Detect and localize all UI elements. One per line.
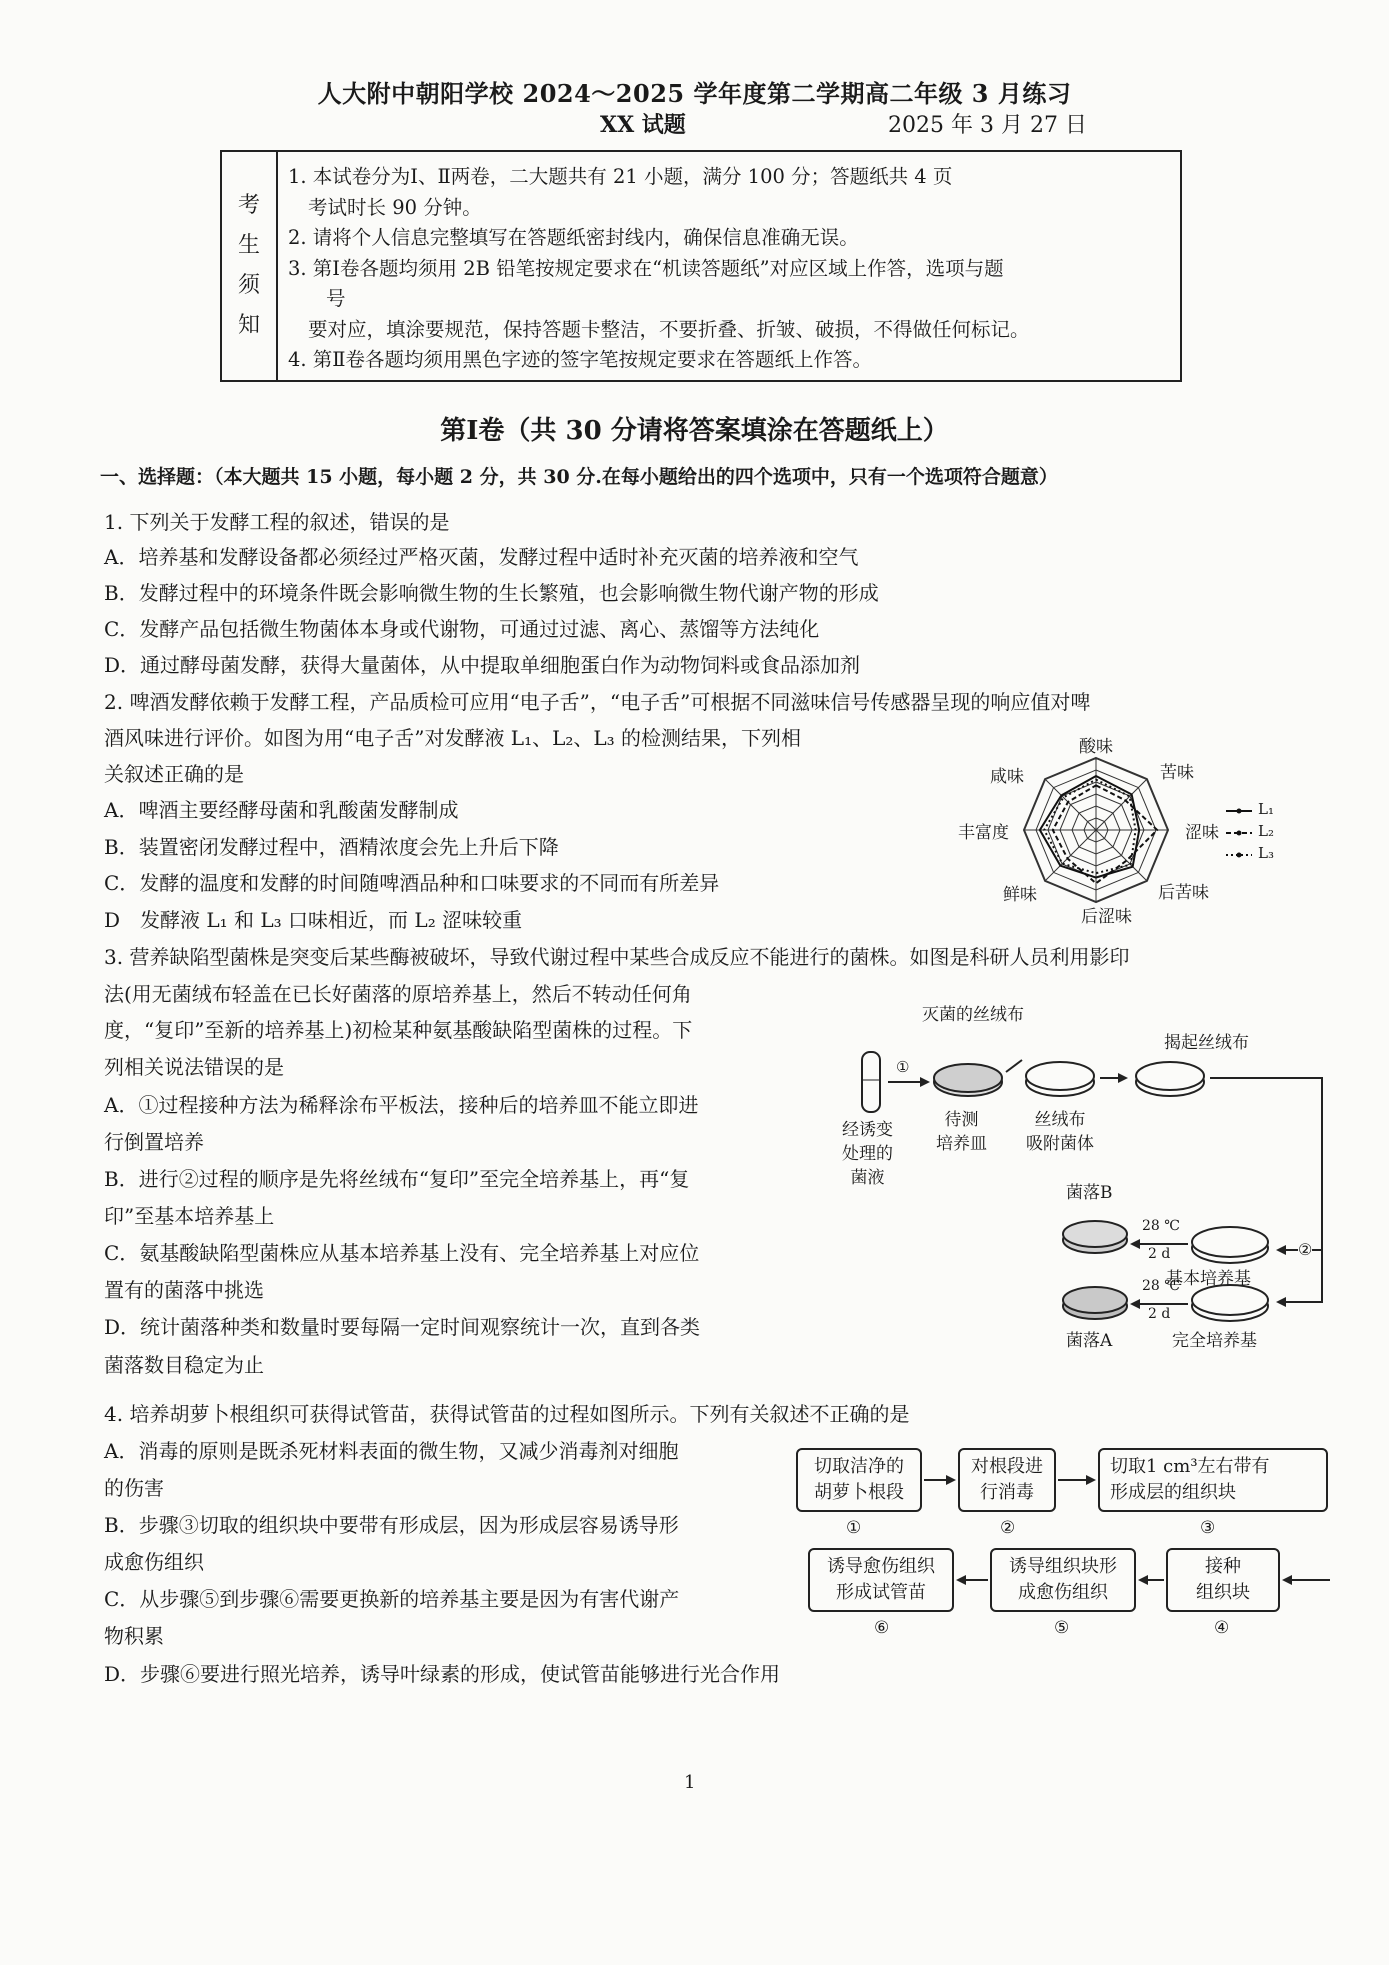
page-number: 1 (684, 1772, 696, 1793)
q2-option-a: A．啤酒主要经酵母菌和乳酸菌发酵制成 (104, 798, 459, 822)
flow-number: ⑥ (874, 1618, 890, 1638)
notice-item: 要对应，填涂要规范，保持答题卡整洁，不要折叠、折皱、破损，不得做任何标记。 (308, 317, 1030, 341)
notice-label (222, 152, 278, 380)
q3-option-a-1: A．①过程接种方法为稀释涂布平板法，接种后的培养皿不能立即进 (104, 1093, 699, 1117)
adsorb-label-line: 吸附菌体 (1026, 1134, 1094, 1154)
radar-axis-label: 鲜味 (1003, 885, 1037, 905)
q1-stem: 1. 下列关于发酵工程的叙述，错误的是 (104, 510, 450, 534)
complete-medium-label: 完全培养基 (1172, 1331, 1257, 1351)
section-title: 第Ⅰ卷（共 30 分请将答案填涂在答题纸上） (440, 416, 949, 446)
plate-label-line: 待测 (944, 1110, 979, 1130)
radar-axis-label: 后涩味 (1081, 907, 1132, 927)
liquid-label-line: 处理的 (842, 1144, 893, 1164)
flow-step-text: 诱导愈伤组织 (827, 1556, 935, 1577)
flow-step-text: 形成层的组织块 (1110, 1482, 1236, 1503)
q1-option-c: C．发酵产品包括微生物菌体本身或代谢物，可通过过滤、离心、蒸馏等方法纯化 (104, 617, 820, 641)
q3-stem-3: 度，“复印”至新的培养基上)初检某种氨基酸缺陷型菌株的过程。下 (104, 1018, 693, 1042)
notice-item: 3. 第Ⅰ卷各题均须用 2B 铅笔按规定要求在“机读答题纸”对应区域上作答，选项与题 (288, 256, 1004, 280)
part-title: 一、选择题：（本大题共 15 小题，每小题 2 分，共 30 分.在每小题给出的四个选项中，只有一个选项符合题意） (100, 466, 1058, 488)
step-2-label: ② (1298, 1240, 1313, 1259)
flow-step-text: 成愈伤组织 (1018, 1582, 1108, 1603)
q1-option-b: B．发酵过程中的环境条件既会影响微生物的生长繁殖，也会影响微生物代谢产物的形成 (104, 581, 879, 605)
notice-item: 考试时长 90 分钟。 (308, 195, 482, 219)
step-1-label: ① (896, 1058, 910, 1076)
flow-step-3 (1098, 1448, 1328, 1512)
q3-option-b-2: 印”至基本培养基上 (104, 1204, 275, 1228)
days-label: 2 d (1148, 1306, 1171, 1322)
q3-option-d-1: D．统计菌落种类和数量时要每隔一定时间观察统计一次，直到各类 (104, 1315, 701, 1339)
radar-axis-line (1045, 779, 1096, 830)
flow-step-1 (796, 1448, 922, 1512)
q2-stem-3: 关叙述正确的是 (104, 762, 244, 786)
exam-title: 人大附中朝阳学校 2024～2025 学年度第二学期高二年级 3 月练习 (317, 79, 1072, 108)
q4-option-c-1: C．从步骤⑤到步骤⑥需要更换新的培养基主要是因为有害代谢产 (104, 1587, 680, 1611)
flow-step-text: 组织块 (1196, 1582, 1250, 1603)
q2-option-d: D 发酵液 L₁ 和 L₃ 口味相近，而 L₂ 涩味较重 (104, 908, 523, 932)
radar-axis-label: 丰富度 (958, 823, 1009, 843)
exam-subject: XX 试题 (600, 112, 686, 138)
notice-label-char: 须 (237, 273, 260, 298)
q4-option-b-1: B．步骤③切取的组织块中要带有形成层，因为形成层容易诱导形 (104, 1513, 679, 1537)
q3-stem-2: 法(用无菌绒布轻盖在已长好菌落的原培养基上，然后不转动任何角 (104, 982, 692, 1006)
colony-b-label: 菌落B (1066, 1183, 1113, 1203)
cloth-label: 灭菌的丝绒布 (922, 1005, 1024, 1025)
notice-text (288, 162, 1170, 376)
notice-item: 1. 本试卷分为Ⅰ、Ⅱ两卷，二大题共有 21 小题，满分 100 分；答题纸共 4 页 (288, 165, 953, 188)
radar-axis-label: 咸味 (990, 767, 1024, 787)
q4-option-b-2: 成愈伤组织 (104, 1550, 204, 1574)
notice-item: 2. 请将个人信息完整填写在答题纸密封线内，确保信息准确无误。 (288, 226, 859, 249)
flow-step-text: 接种 (1205, 1556, 1241, 1577)
adsorb-label (1026, 1108, 1094, 1156)
adsorb-label-line: 丝绒布 (1034, 1110, 1086, 1130)
days-label: 2 d (1148, 1246, 1171, 1262)
legend-dot (1237, 809, 1242, 814)
flow-number: ④ (1214, 1618, 1230, 1638)
radar-axis-line (1096, 830, 1147, 881)
flow-step-2 (958, 1448, 1056, 1512)
radar-axis-line (1045, 830, 1096, 881)
q4-option-a-2: 的伤害 (104, 1476, 164, 1500)
q4-option-a-1: A．消毒的原则是既杀死材料表面的微生物，又减少消毒剂对细胞 (104, 1439, 679, 1463)
radar-series-3 (1044, 780, 1135, 874)
q3-option-c-1: C．氨基酸缺陷型菌株应从基本培养基上没有、完全培养基上对应位 (104, 1241, 700, 1265)
flow-step-4 (1166, 1548, 1280, 1612)
flow-number: ② (1000, 1518, 1016, 1538)
temp-label: 28 ℃ (1142, 1218, 1180, 1234)
radar-axis-label: 酸味 (1079, 737, 1113, 757)
q4-option-c-2: 物积累 (104, 1624, 164, 1648)
legend-dot (1237, 853, 1242, 858)
plate-label (936, 1108, 987, 1156)
plate-label-line: 培养皿 (936, 1134, 987, 1154)
flowchart-arrows (0, 0, 1, 1)
flow-step-5 (990, 1548, 1136, 1612)
flow-number: ③ (1200, 1518, 1216, 1538)
q1-option-a: A．培养基和发酵设备都必须经过严格灭菌，发酵过程中适时补充灭菌的培养液和空气 (104, 545, 859, 569)
flow-step-text: 形成试管苗 (836, 1582, 926, 1603)
q2-option-b: B．装置密闭发酵过程中，酒精浓度会先上升后下降 (104, 835, 559, 859)
basic-medium-label: 基本培养基 (1166, 1269, 1251, 1289)
q4-option-d: D．步骤⑥要进行照光培养，诱导叶绿素的形成，使试管苗能够进行光合作用 (104, 1662, 781, 1686)
q3-stem-1: 3. 营养缺陷型菌株是突变后某些酶被破坏，导致代谢过程中某些合成反应不能进行的菌株。如图是科研人员利用影印 (104, 945, 1130, 969)
notice-item: 4. 第Ⅱ卷各题均须用黑色字迹的签字笔按规定要求在答题纸上作答。 (288, 348, 873, 371)
radar-axis-line (1096, 779, 1147, 830)
temp-label: 28 ℃ (1142, 1278, 1180, 1294)
q4-stem: 4. 培养胡萝卜根组织可获得试管苗，获得试管苗的过程如图所示。下列有关叙述不正确的是 (104, 1402, 910, 1426)
liquid-label-line: 菌液 (850, 1168, 885, 1188)
q1-option-d: D．通过酵母菌发酵，获得大量菌体，从中提取单细胞蛋白作为动物饲料或食品添加剂 (104, 653, 861, 677)
q3-option-c-2: 置有的菌落中挑选 (104, 1278, 264, 1302)
legend-dot (1237, 831, 1242, 836)
radar-axis-label: 涩味 (1185, 823, 1219, 843)
legend-l3: L₃ (1258, 844, 1274, 862)
q2-stem-1: 2. 啤酒发酵依赖于发酵工程，产品质检可应用“电子舌”，“电子舌”可根据不同滋味信号传感器呈现的响应值对啤 (104, 690, 1091, 714)
radar-axis-label: 后苦味 (1158, 883, 1209, 903)
flow-step-text: 切取洁净的 (814, 1456, 904, 1477)
flow-number: ⑤ (1054, 1618, 1070, 1638)
flow-step-text: 胡萝卜根段 (814, 1482, 904, 1503)
liquid-label (842, 1118, 893, 1190)
flow-step-text: 诱导组织块形 (1009, 1556, 1117, 1577)
flow-step-text: 行消毒 (980, 1482, 1034, 1503)
q3-option-b-1: B．进行②过程的顺序是先将丝绒布“复印”至完全培养基上，再“复 (104, 1167, 690, 1191)
colony-a-label: 菌落A (1066, 1331, 1113, 1351)
q2-option-c: C．发酵的温度和发酵的时间随啤酒品种和口味要求的不同而有所差异 (104, 871, 720, 895)
exam-date: 2025 年 3 月 27 日 (888, 113, 1087, 138)
liquid-label-line: 经诱变 (842, 1120, 893, 1140)
flow-step-6 (808, 1548, 954, 1612)
lift-label: 揭起丝绒布 (1164, 1033, 1249, 1053)
q3-option-d-2: 菌落数目稳定为止 (104, 1353, 264, 1377)
notice-box (220, 150, 1182, 382)
notice-label-char: 知 (237, 313, 260, 338)
q3-option-a-2: 行倒置培养 (104, 1130, 204, 1154)
radar-axis-label: 苦味 (1160, 763, 1194, 783)
notice-label-char: 考 (237, 193, 260, 218)
notice-item: 号 (326, 287, 346, 310)
legend-l1: L₁ (1258, 800, 1274, 818)
flow-step-text: 对根段进 (971, 1456, 1043, 1477)
q3-stem-4: 列相关说法错误的是 (104, 1055, 284, 1079)
q2-stem-2: 酒风味进行评价。如图为用“电子舌”对发酵液 L₁、L₂、L₃ 的检测结果，下列相 (104, 726, 802, 750)
legend-l2: L₂ (1258, 822, 1274, 840)
flow-number: ① (846, 1518, 862, 1538)
flow-step-text: 切取1 cm³左右带有 (1110, 1456, 1270, 1477)
notice-label-char: 生 (237, 233, 260, 258)
